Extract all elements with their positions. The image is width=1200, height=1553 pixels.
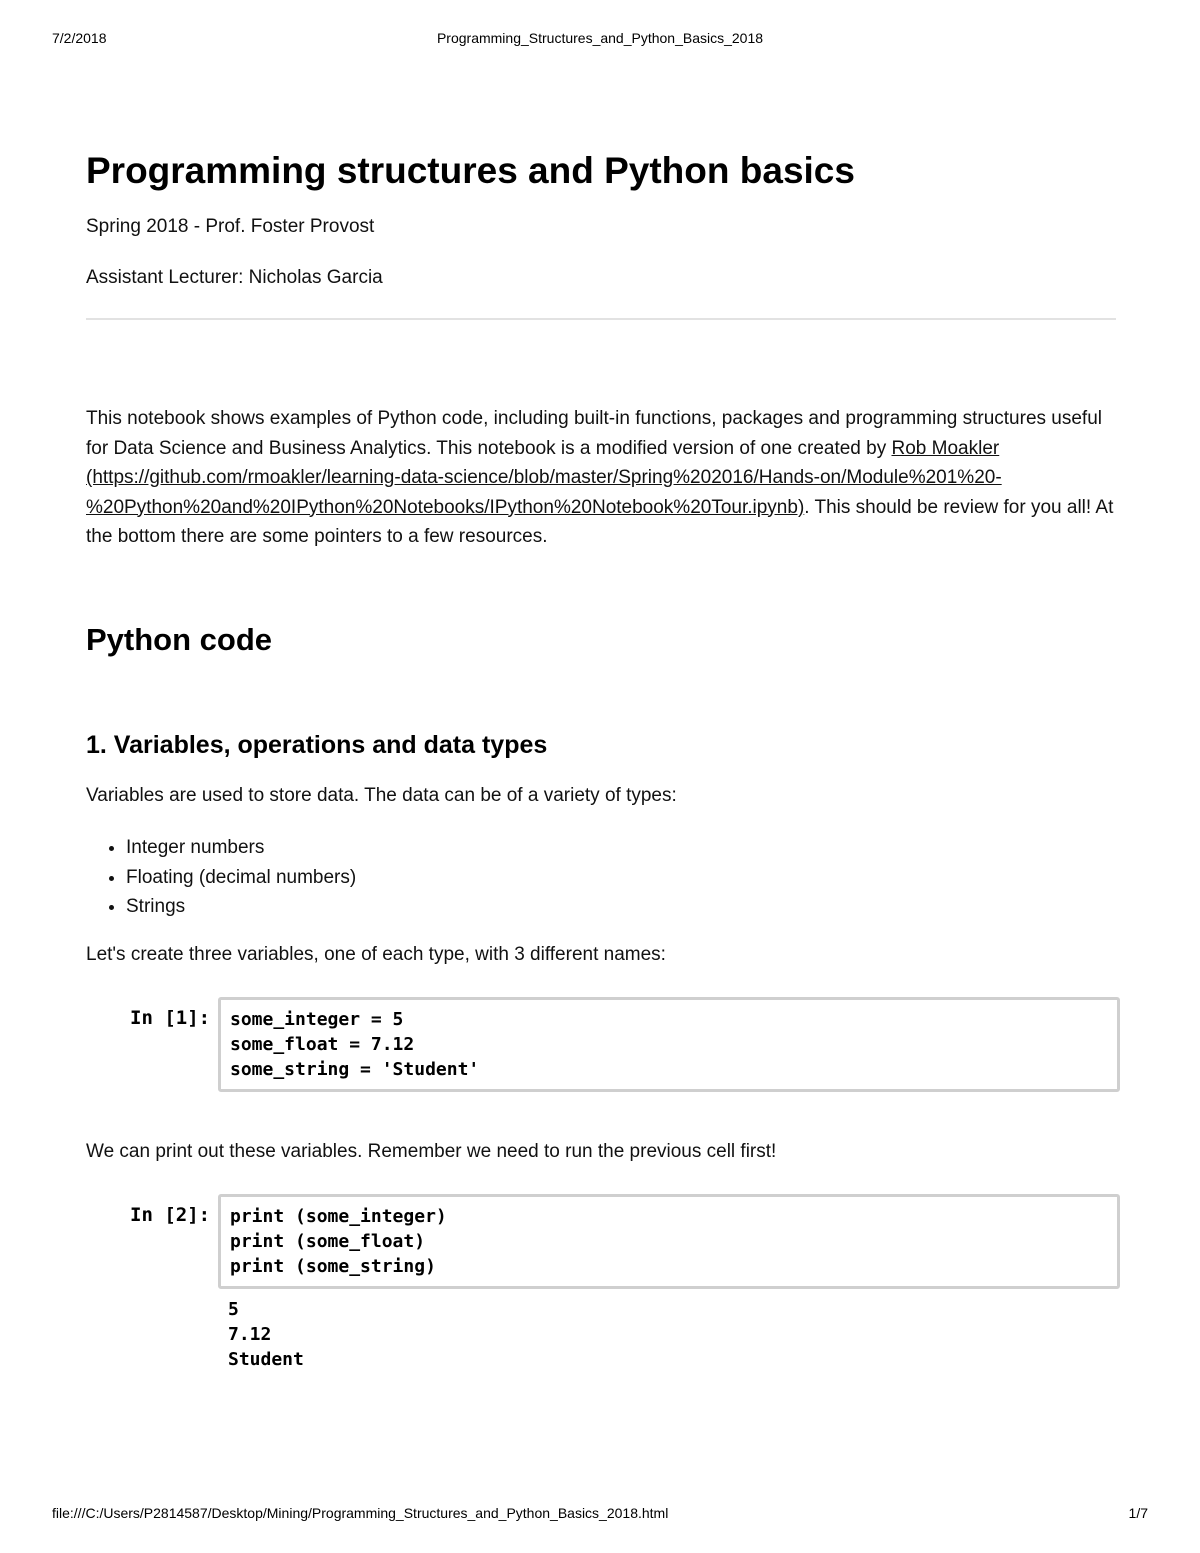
intro-text-start: This notebook shows examples of Python code, including built-in functions, packages and programming structures useful for Data Science and Business Analytics. This notebook is a modified version of one created by — [86, 408, 1102, 459]
print-intro: We can print out these variables. Remember we need to run the previous cell first! — [86, 1141, 777, 1162]
cell-prompt: In [2]: — [130, 1204, 211, 1226]
page-title: Programming structures and Python basics — [86, 150, 855, 191]
code-line: print (some_float) — [230, 1231, 426, 1252]
list-item: • Floating (decimal numbers) — [126, 863, 356, 893]
output-line: 7.12 — [228, 1324, 272, 1345]
horizontal-divider — [86, 318, 1116, 320]
list-item: • Integer numbers — [126, 833, 356, 863]
code-line: some_float = 7.12 — [230, 1034, 415, 1055]
print-footer — [52, 1505, 1148, 1525]
code-line: print (some_integer) — [230, 1206, 447, 1227]
list-item: • Strings — [126, 892, 356, 922]
output-line: 5 — [228, 1299, 239, 1320]
code-input-2[interactable] — [218, 1194, 1120, 1289]
code-line: some_string = 'Student' — [230, 1059, 480, 1080]
intro-text-end: . This should be review for you all! At the bottom there are some pointers to a few resources. — [86, 496, 1114, 547]
code-line: print (some_string) — [230, 1256, 436, 1277]
code-input-1[interactable] — [218, 997, 1120, 1092]
code-line: some_integer = 5 — [230, 1009, 404, 1030]
rob-moakler-link[interactable]: Rob Moakler (https://github.com/rmoakler/learning-data-science/blob/master/Spring%202016/Hands-on/Module%201%20-%20Python%20and%20IPython%20Notebooks/IPython%20Notebook%20Tour.ipynb) — [86, 437, 1002, 518]
cell-prompt: In [1]: — [130, 1007, 211, 1029]
print-date: 7/2/2018 — [52, 30, 107, 46]
page-number: 1/7 — [1128, 1505, 1148, 1521]
data-types-list — [86, 833, 356, 922]
create-intro: Let's create three variables, one of each type, with 3 different names: — [86, 944, 666, 965]
output-line: Student — [228, 1349, 304, 1370]
variables-intro: Variables are used to store data. The data can be of a variety of types: — [86, 785, 677, 806]
assistant-line: Assistant Lecturer: Nicholas Garcia — [86, 267, 383, 288]
print-doc-title: Programming_Structures_and_Python_Basics_2018 — [436, 30, 764, 46]
file-path: file:///C:/Users/P2814587/Desktop/Mining/Programming_Structures_and_Python_Basics_2018.html — [52, 1505, 669, 1521]
section-heading: Python code — [86, 622, 273, 657]
cell-output-2 — [228, 1297, 304, 1372]
semester-line: Spring 2018 - Prof. Foster Provost — [86, 216, 375, 237]
subsection-heading: 1. Variables, operations and data types — [86, 731, 548, 759]
intro-paragraph — [86, 404, 1116, 552]
print-header — [52, 30, 1148, 50]
